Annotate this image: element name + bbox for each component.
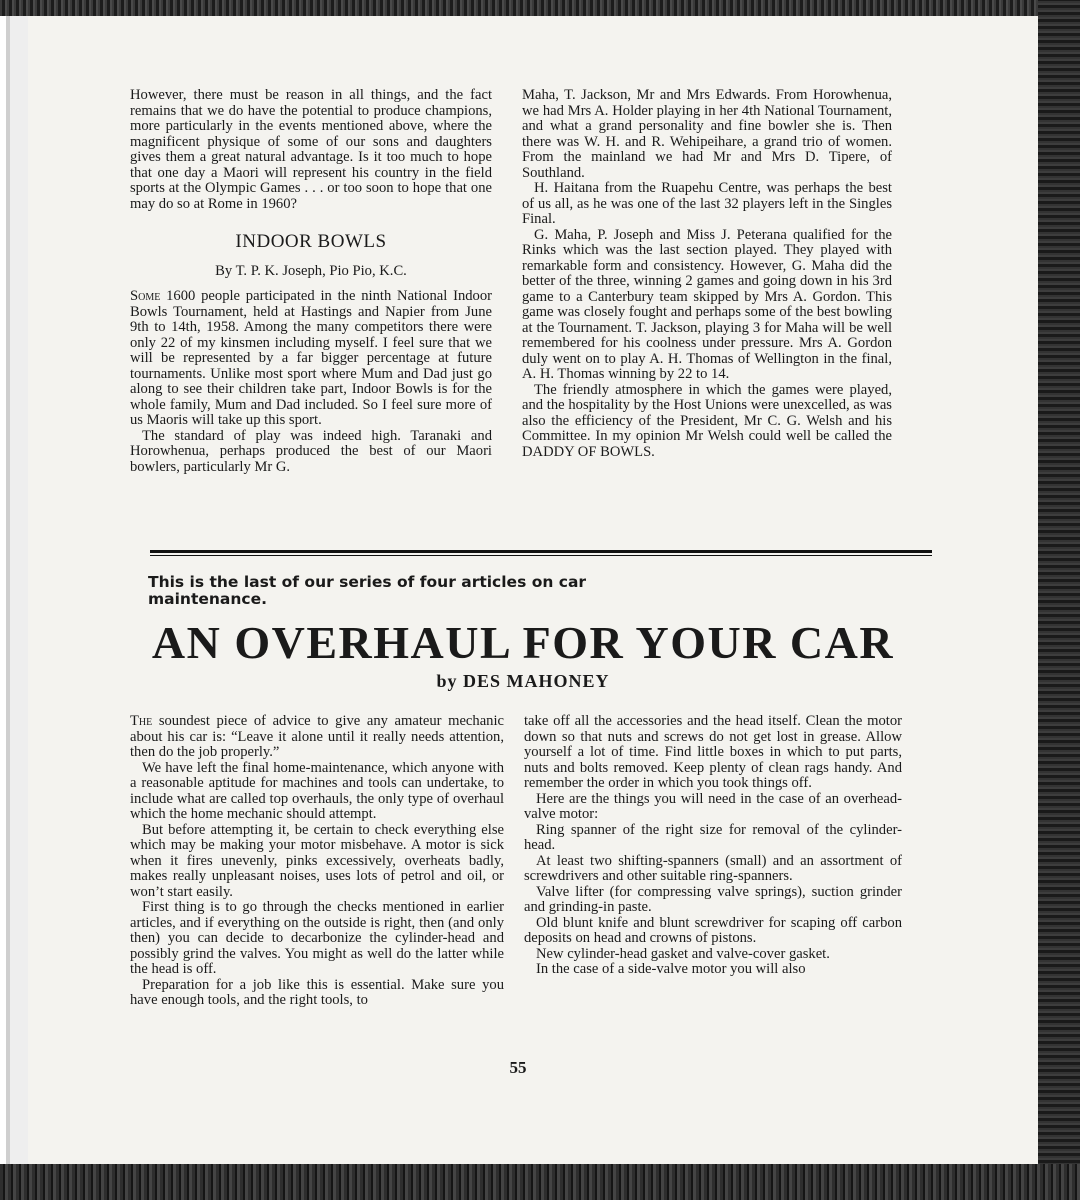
bowls-paragraph-5: G. Maha, P. Joseph and Miss J. Peterana qualified for the Rinks which was the last section played. They played with remarkable form and consistency. However, G. Maha did the better of the three, winning 2 games and going down in his 3rd game to a Canterbury team skipped by Mrs A. Gordon. This game was closely fought and perhaps some of the best bowling at the Tournament. T. Jackson, playing 3 for Maha will be well remembered for his coolness under pressure. Mrs A. Gordon duly went on to play A. H. Thomas of Wellington in the final, A. H. Thomas winning by 22 to 14.: [522, 226, 892, 382]
bowls-paragraph-4: H. Haitana from the Ruapehu Centre, was perhaps the best of us all, as he was one of the last 32 players left in the Singles Final.: [522, 180, 892, 227]
page-number: 55: [509, 1058, 527, 1077]
bowls-heading: INDOOR BOWLS: [235, 231, 387, 252]
series-intro: This is the last of our series of four articles on car maintenance.: [148, 573, 587, 608]
car-paragraph-7: Here are the things you will need in the case of an overhead-valve motor:: [524, 790, 902, 822]
scan-bottom-edge: [0, 1164, 1080, 1200]
car-paragraph-11: Old blunt knife and blunt screwdriver for scaping off carbon deposits on head and crowns of pistons.: [524, 914, 902, 946]
bowls-paragraph-1: [130, 289, 492, 429]
bowls-right-column: [522, 88, 892, 460]
car-paragraph-9: At least two shifting-spanners (small) and an assortment of screwdrivers and other suitable ring-spanners.: [524, 852, 902, 884]
car-paragraph-2: We have left the final home-maintenance, which anyone with a reasonable aptitude for machines and tools can undertake, to include what are called top overhauls, the only type of overhaul which the home mechanic should attempt.: [130, 759, 504, 822]
scan-right-edge: [1038, 0, 1080, 1200]
bowls-byline: By T. P. K. Joseph, Pio Pio, K.C.: [215, 262, 407, 279]
car-paragraph-5: Preparation for a job like this is essential. Make sure you have enough tools, and the right tools, to: [130, 976, 504, 1008]
car-left-column: [130, 714, 504, 1009]
car-paragraph-12: New cylinder-head gasket and valve-cover gasket.: [536, 945, 830, 962]
car-paragraph-8: Ring spanner of the right size for removal of the cylinder-head.: [524, 821, 902, 853]
bowls-lead-word: Some: [130, 288, 161, 304]
car-paragraph-3: But before attempting it, be certain to check everything else which may be making your motor misbehave. A motor is sick when it fires unevenly, pinks excessively, overheats badly, makes really unpleasant noises, uses lots of petrol and oil, or won’t start easily.: [130, 821, 504, 900]
car-paragraph-4: First thing is to go through the checks mentioned in earlier articles, and if everything on the outside is right, then (and only then) you can decide to decarbonize the cylinder-head and possibly grind the valves. You might as well do the latter while the head is off.: [130, 899, 504, 977]
magazine-page: [28, 16, 1038, 1164]
section-divider-thick: [150, 550, 932, 553]
car-paragraph-6: take off all the accessories and the head itself. Clean the motor down so that nuts and screws do not get lost in grease. Allow yourself a lot of time. Find little boxes in which to put parts, nuts and bolts removed. Keep plenty of clean rags handy. And remember the order in which you took things off.: [524, 713, 902, 791]
car-paragraph-1-text: soundest piece of advice to give any amateur mechanic about his car is: “Leave it alone until it really needs attention, then do the job properly.”: [130, 713, 504, 760]
bowls-paragraph-6: The friendly atmosphere in which the games were played, and the hospitality by the Host Unions were unexcelled, as was also the efficiency of the President, Mr C. G. Welsh and his Committee. In my opinion Mr Welsh could well be called the DADDY OF BOWLS.: [522, 381, 892, 460]
car-right-column: [524, 714, 902, 978]
olympic-paragraph: However, there must be reason in all things, and the fact remains that we do have the potential to produce champions, more particularly in the events mentioned above, where the magnificent physique of some of our sons and daughters gives them a great natural advantage. Is it too much to hope that one day a Maori will represent his country in the field sports at the Olympic Games . . . or too soon to hope that one may do so at Rome in 1960?: [130, 87, 492, 212]
car-paragraph-10: Valve lifter (for compressing valve springs), suction grinder and grinding-in paste.: [524, 883, 902, 915]
scan-left-edge: [0, 0, 28, 1200]
section-divider-thin: [150, 555, 932, 556]
bowls-left-column: [130, 88, 492, 475]
car-paragraph-1: [130, 714, 504, 761]
scan-top-edge: [0, 0, 1080, 16]
car-lead-word: The: [130, 713, 153, 729]
bowls-paragraph-3: Maha, T. Jackson, Mr and Mrs Edwards. From Horowhenua, we had Mrs A. Holder playing in her 4th National Tournament, and what a grand personality and fine bowler she is. Then there was W. H. and R. Wehipeihare, a grand trio of women. From the mainland we had Mr and Mrs D. Tipere, of Southland.: [522, 87, 892, 181]
bowls-paragraph-1-text: 1600 people participated in the ninth National Indoor Bowls Tournament, held at Hastings and Napier from June 9th to 14th, 1958. Among the many competitors there were only 22 of my kinsmen including myself. I feel sure that we will be represented by a far bigger percentage at future tournaments. Unlike most sport where Mum and Dad just go along to see their children take part, Indoor Bowls is for the whole family, Mum and Dad included. So I feel sure more of us Maoris will take up this sport.: [130, 288, 492, 428]
car-paragraph-13: In the case of a side-valve motor you will also: [536, 961, 806, 977]
article-byline: by DES MAHONEY: [436, 671, 610, 691]
article-title: AN OVERHAUL FOR YOUR CAR: [151, 617, 895, 668]
bowls-paragraph-2: The standard of play was indeed high. Taranaki and Horowhenua, perhaps produced the best of our Maori bowlers, particularly Mr G.: [130, 427, 492, 475]
